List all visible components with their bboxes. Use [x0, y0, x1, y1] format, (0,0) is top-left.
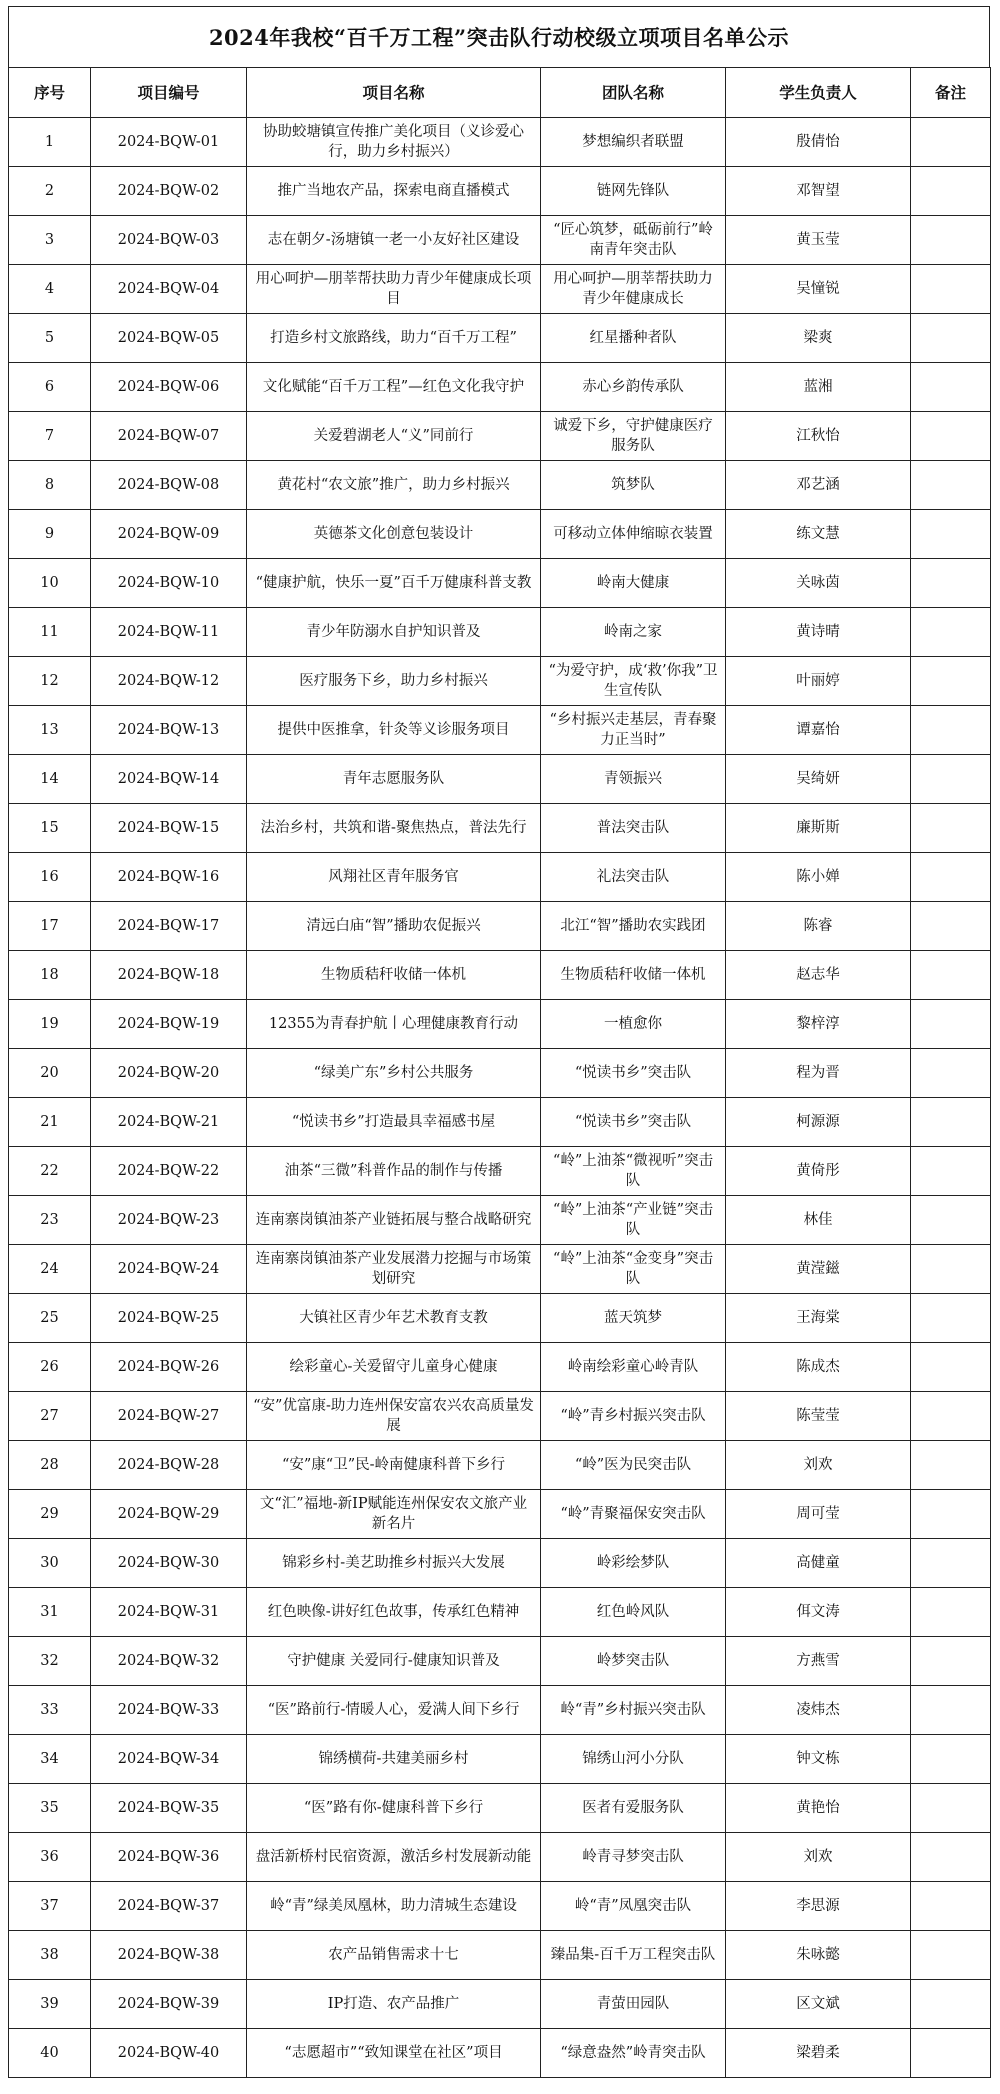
cell-remarks [911, 1245, 991, 1294]
cell-project-name: 连南寨岗镇油茶产业发展潜力挖掘与市场策划研究 [247, 1245, 541, 1294]
cell-remarks [911, 314, 991, 363]
cell-student-lead: 钟文栋 [726, 1735, 911, 1784]
cell-project-name: 文“汇”福地-新IP赋能连州保安农文旅产业新名片 [247, 1490, 541, 1539]
cell-student-lead: 陈小婵 [726, 853, 911, 902]
cell-project-code: 2024-BQW-32 [91, 1637, 247, 1686]
cell-student-lead: 黄倚彤 [726, 1147, 911, 1196]
cell-project-code: 2024-BQW-10 [91, 559, 247, 608]
cell-student-lead: 柯源源 [726, 1098, 911, 1147]
cell-project-name: 清远白庙“智”播助农促振兴 [247, 902, 541, 951]
cell-project-name: 协助蛟塘镇宣传推广美化项目（义诊爱心行，助力乡村振兴） [247, 118, 541, 167]
cell-student-lead: 廉斯斯 [726, 804, 911, 853]
project-table [8, 67, 991, 2078]
cell-student-lead: 吴绮妍 [726, 755, 911, 804]
header-project-code: 项目编号 [91, 68, 247, 118]
table-row [9, 1392, 991, 1441]
cell-project-code: 2024-BQW-38 [91, 1931, 247, 1980]
cell-remarks [911, 1147, 991, 1196]
cell-project-name: 绘彩童心-关爱留守儿童身心健康 [247, 1343, 541, 1392]
cell-student-lead: 黄玉莹 [726, 216, 911, 265]
cell-index: 33 [9, 1686, 91, 1735]
cell-student-lead: 殷倩怡 [726, 118, 911, 167]
cell-student-lead: 周可莹 [726, 1490, 911, 1539]
cell-team-name: 北江“智”播助农实践团 [541, 902, 726, 951]
cell-student-lead: 黎梓淳 [726, 1000, 911, 1049]
cell-team-name: 普法突击队 [541, 804, 726, 853]
header-team-name: 团队名称 [541, 68, 726, 118]
cell-student-lead: 关咏茵 [726, 559, 911, 608]
table-row [9, 1490, 991, 1539]
cell-index: 23 [9, 1196, 91, 1245]
cell-student-lead: 黄诗晴 [726, 608, 911, 657]
cell-project-code: 2024-BQW-35 [91, 1784, 247, 1833]
cell-remarks [911, 216, 991, 265]
cell-project-code: 2024-BQW-02 [91, 167, 247, 216]
cell-remarks [911, 118, 991, 167]
cell-project-name: 锦彩乡村-美艺助推乡村振兴大发展 [247, 1539, 541, 1588]
cell-project-code: 2024-BQW-09 [91, 510, 247, 559]
cell-student-lead: 高健童 [726, 1539, 911, 1588]
cell-index: 14 [9, 755, 91, 804]
cell-student-lead: 佴文涛 [726, 1588, 911, 1637]
table-row [9, 559, 991, 608]
cell-project-code: 2024-BQW-17 [91, 902, 247, 951]
cell-project-name: 提供中医推拿，针灸等义诊服务项目 [247, 706, 541, 755]
cell-team-name: 用心呵护—朋莘帮扶助力青少年健康成长 [541, 265, 726, 314]
cell-team-name: “岭”上油茶“金变身”突击队 [541, 1245, 726, 1294]
cell-student-lead: 黄滢鎡 [726, 1245, 911, 1294]
cell-team-name: 诚爱下乡，守护健康医疗服务队 [541, 412, 726, 461]
cell-project-code: 2024-BQW-28 [91, 1441, 247, 1490]
cell-project-name: “医”路前行-情暖人心，爱满人间下乡行 [247, 1686, 541, 1735]
cell-project-name: “志愿超市”“致知课堂在社区”项目 [247, 2029, 541, 2078]
header-project-name: 项目名称 [247, 68, 541, 118]
cell-remarks [911, 1735, 991, 1784]
cell-team-name: 梦想编织者联盟 [541, 118, 726, 167]
cell-index: 5 [9, 314, 91, 363]
cell-remarks [911, 1833, 991, 1882]
table-row [9, 363, 991, 412]
cell-remarks [911, 412, 991, 461]
cell-project-code: 2024-BQW-12 [91, 657, 247, 706]
cell-remarks [911, 1637, 991, 1686]
cell-team-name: 岭南绘彩童心岭青队 [541, 1343, 726, 1392]
cell-student-lead: 李思源 [726, 1882, 911, 1931]
cell-project-name: 连南寨岗镇油茶产业链拓展与整合战略研究 [247, 1196, 541, 1245]
cell-project-name: 盘活新桥村民宿资源，激活乡村发展新动能 [247, 1833, 541, 1882]
cell-remarks [911, 951, 991, 1000]
cell-index: 20 [9, 1049, 91, 1098]
cell-index: 1 [9, 118, 91, 167]
cell-project-code: 2024-BQW-39 [91, 1980, 247, 2029]
cell-student-lead: 叶丽婷 [726, 657, 911, 706]
cell-project-code: 2024-BQW-16 [91, 853, 247, 902]
cell-index: 24 [9, 1245, 91, 1294]
cell-student-lead: 程为晋 [726, 1049, 911, 1098]
cell-index: 11 [9, 608, 91, 657]
cell-team-name: 红星播种者队 [541, 314, 726, 363]
table-row [9, 1245, 991, 1294]
cell-student-lead: 江秋怡 [726, 412, 911, 461]
cell-student-lead: 刘欢 [726, 1441, 911, 1490]
cell-remarks [911, 461, 991, 510]
cell-remarks [911, 1049, 991, 1098]
cell-team-name: “匠心筑梦，砥砺前行”岭南青年突击队 [541, 216, 726, 265]
cell-index: 36 [9, 1833, 91, 1882]
cell-team-name: 岭南之家 [541, 608, 726, 657]
cell-project-name: 黄花村“农文旅”推广，助力乡村振兴 [247, 461, 541, 510]
cell-index: 6 [9, 363, 91, 412]
cell-team-name: 岭青寻梦突击队 [541, 1833, 726, 1882]
cell-project-name: 用心呵护—朋莘帮扶助力青少年健康成长项目 [247, 265, 541, 314]
cell-remarks [911, 1392, 991, 1441]
table-row [9, 1049, 991, 1098]
cell-project-code: 2024-BQW-24 [91, 1245, 247, 1294]
table-row [9, 412, 991, 461]
document-title: 2024年我校“百千万工程”突击队行动校级立项项目名单公示 [8, 6, 990, 67]
cell-remarks [911, 167, 991, 216]
cell-remarks [911, 1441, 991, 1490]
cell-index: 37 [9, 1882, 91, 1931]
cell-project-name: “医”路有你-健康科普下乡行 [247, 1784, 541, 1833]
cell-index: 2 [9, 167, 91, 216]
cell-index: 31 [9, 1588, 91, 1637]
header-student-lead: 学生负责人 [726, 68, 911, 118]
table-row [9, 1686, 991, 1735]
table-row [9, 706, 991, 755]
cell-project-name: 志在朝夕-汤塘镇一老一小友好社区建设 [247, 216, 541, 265]
cell-remarks [911, 755, 991, 804]
cell-index: 18 [9, 951, 91, 1000]
cell-student-lead: 方燕雪 [726, 1637, 911, 1686]
table-row [9, 118, 991, 167]
cell-project-name: 农产品销售需求十七 [247, 1931, 541, 1980]
table-row [9, 1980, 991, 2029]
cell-project-name: 文化赋能“百千万工程”—红色文化我守护 [247, 363, 541, 412]
cell-remarks [911, 1000, 991, 1049]
table-row [9, 1931, 991, 1980]
cell-team-name: 臻品集-百千万工程突击队 [541, 1931, 726, 1980]
cell-team-name: 礼法突击队 [541, 853, 726, 902]
cell-team-name: 青萤田园队 [541, 1980, 726, 2029]
cell-team-name: 岭“青”乡村振兴突击队 [541, 1686, 726, 1735]
cell-remarks [911, 804, 991, 853]
cell-remarks [911, 1098, 991, 1147]
cell-index: 27 [9, 1392, 91, 1441]
cell-team-name: 一植愈你 [541, 1000, 726, 1049]
cell-remarks [911, 1980, 991, 2029]
table-row [9, 951, 991, 1000]
table-row [9, 1343, 991, 1392]
cell-project-name: 打造乡村文旅路线，助力“百千万工程” [247, 314, 541, 363]
cell-index: 39 [9, 1980, 91, 2029]
cell-team-name: “岭”青乡村振兴突击队 [541, 1392, 726, 1441]
cell-student-lead: 吴憧锐 [726, 265, 911, 314]
cell-project-name: “悦读书乡”打造最具幸福感书屋 [247, 1098, 541, 1147]
cell-project-code: 2024-BQW-37 [91, 1882, 247, 1931]
table-row [9, 216, 991, 265]
table-row [9, 1441, 991, 1490]
cell-index: 35 [9, 1784, 91, 1833]
table-row [9, 1588, 991, 1637]
cell-index: 30 [9, 1539, 91, 1588]
cell-team-name: “岭”上油茶“产业链”突击队 [541, 1196, 726, 1245]
cell-student-lead: 陈成杰 [726, 1343, 911, 1392]
cell-remarks [911, 853, 991, 902]
cell-team-name: 赤心乡韵传承队 [541, 363, 726, 412]
cell-project-code: 2024-BQW-25 [91, 1294, 247, 1343]
cell-student-lead: 赵志华 [726, 951, 911, 1000]
cell-index: 8 [9, 461, 91, 510]
cell-team-name: 红色岭风队 [541, 1588, 726, 1637]
table-row [9, 1735, 991, 1784]
cell-project-code: 2024-BQW-40 [91, 2029, 247, 2078]
cell-index: 17 [9, 902, 91, 951]
cell-project-code: 2024-BQW-27 [91, 1392, 247, 1441]
cell-team-name: 岭彩绘梦队 [541, 1539, 726, 1588]
table-row [9, 1147, 991, 1196]
cell-remarks [911, 1294, 991, 1343]
cell-student-lead: 王海棠 [726, 1294, 911, 1343]
cell-team-name: 锦绣山河小分队 [541, 1735, 726, 1784]
header-index: 序号 [9, 68, 91, 118]
table-row [9, 1098, 991, 1147]
cell-project-name: 青年志愿服务队 [247, 755, 541, 804]
cell-student-lead: 陈莹莹 [726, 1392, 911, 1441]
cell-project-name: IP打造、农产品推广 [247, 1980, 541, 2029]
cell-index: 38 [9, 1931, 91, 1980]
cell-project-name: “安”康“卫”民-岭南健康科普下乡行 [247, 1441, 541, 1490]
cell-remarks [911, 510, 991, 559]
cell-student-lead: 刘欢 [726, 1833, 911, 1882]
cell-project-name: 青少年防溺水自护知识普及 [247, 608, 541, 657]
cell-student-lead: 蓝湘 [726, 363, 911, 412]
cell-team-name: 筑梦队 [541, 461, 726, 510]
table-row [9, 510, 991, 559]
header-row [9, 68, 991, 118]
table-row [9, 1000, 991, 1049]
cell-remarks [911, 1931, 991, 1980]
cell-index: 15 [9, 804, 91, 853]
cell-remarks [911, 265, 991, 314]
cell-student-lead: 谭嘉怡 [726, 706, 911, 755]
cell-remarks [911, 657, 991, 706]
cell-team-name: “岭”医为民突击队 [541, 1441, 726, 1490]
cell-index: 13 [9, 706, 91, 755]
table-row [9, 755, 991, 804]
cell-project-name: 锦绣横荷-共建美丽乡村 [247, 1735, 541, 1784]
cell-project-code: 2024-BQW-03 [91, 216, 247, 265]
cell-team-name: “岭”上油茶“微视听”突击队 [541, 1147, 726, 1196]
cell-index: 10 [9, 559, 91, 608]
cell-remarks [911, 1343, 991, 1392]
cell-project-code: 2024-BQW-15 [91, 804, 247, 853]
cell-project-name: 大镇社区青少年艺术教育支教 [247, 1294, 541, 1343]
cell-project-name: 推广当地农产品，探索电商直播模式 [247, 167, 541, 216]
cell-index: 16 [9, 853, 91, 902]
cell-student-lead: 练文慧 [726, 510, 911, 559]
cell-student-lead: 邓智望 [726, 167, 911, 216]
cell-remarks [911, 1686, 991, 1735]
cell-project-code: 2024-BQW-05 [91, 314, 247, 363]
table-row [9, 1833, 991, 1882]
cell-index: 25 [9, 1294, 91, 1343]
cell-team-name: “悦读书乡”突击队 [541, 1049, 726, 1098]
cell-team-name: 医者有爱服务队 [541, 1784, 726, 1833]
cell-remarks [911, 363, 991, 412]
cell-index: 19 [9, 1000, 91, 1049]
cell-index: 29 [9, 1490, 91, 1539]
cell-student-lead: 陈睿 [726, 902, 911, 951]
cell-team-name: 生物质秸秆收储一体机 [541, 951, 726, 1000]
cell-project-code: 2024-BQW-08 [91, 461, 247, 510]
cell-project-code: 2024-BQW-30 [91, 1539, 247, 1588]
header-remarks: 备注 [911, 68, 991, 118]
cell-project-code: 2024-BQW-14 [91, 755, 247, 804]
cell-project-code: 2024-BQW-33 [91, 1686, 247, 1735]
cell-project-code: 2024-BQW-22 [91, 1147, 247, 1196]
cell-project-code: 2024-BQW-20 [91, 1049, 247, 1098]
cell-remarks [911, 1882, 991, 1931]
cell-remarks [911, 1539, 991, 1588]
cell-project-name: 风翔社区青年服务官 [247, 853, 541, 902]
cell-project-name: “安”优富康-助力连州保安富农兴农高质量发展 [247, 1392, 541, 1441]
cell-project-code: 2024-BQW-04 [91, 265, 247, 314]
cell-project-code: 2024-BQW-31 [91, 1588, 247, 1637]
cell-index: 9 [9, 510, 91, 559]
cell-index: 22 [9, 1147, 91, 1196]
cell-remarks [911, 706, 991, 755]
cell-project-code: 2024-BQW-06 [91, 363, 247, 412]
cell-team-name: “绿意盎然”岭青突击队 [541, 2029, 726, 2078]
table-row [9, 1637, 991, 1686]
table-row [9, 1196, 991, 1245]
cell-project-name: 红色映像-讲好红色故事，传承红色精神 [247, 1588, 541, 1637]
cell-project-name: 法治乡村，共筑和谐-聚焦热点，普法先行 [247, 804, 541, 853]
cell-team-name: 蓝天筑梦 [541, 1294, 726, 1343]
cell-project-code: 2024-BQW-29 [91, 1490, 247, 1539]
cell-remarks [911, 1196, 991, 1245]
cell-team-name: 链网先锋队 [541, 167, 726, 216]
cell-project-name: 守护健康 关爱同行-健康知识普及 [247, 1637, 541, 1686]
cell-student-lead: 朱咏懿 [726, 1931, 911, 1980]
table-row [9, 2029, 991, 2078]
cell-team-name: 岭南大健康 [541, 559, 726, 608]
cell-team-name: “为爱守护，成‘救’你我”卫生宣传队 [541, 657, 726, 706]
cell-remarks [911, 559, 991, 608]
table-row [9, 314, 991, 363]
cell-student-lead: 黄艳怡 [726, 1784, 911, 1833]
cell-remarks [911, 1588, 991, 1637]
cell-project-code: 2024-BQW-34 [91, 1735, 247, 1784]
table-row [9, 265, 991, 314]
cell-student-lead: 区文斌 [726, 1980, 911, 2029]
cell-remarks [911, 1784, 991, 1833]
cell-project-code: 2024-BQW-26 [91, 1343, 247, 1392]
table-row [9, 167, 991, 216]
cell-index: 3 [9, 216, 91, 265]
cell-project-name: 关爱碧湖老人“义”同前行 [247, 412, 541, 461]
cell-student-lead: 邓艺涵 [726, 461, 911, 510]
table-row [9, 1294, 991, 1343]
cell-project-name: 油茶“三微”科普作品的制作与传播 [247, 1147, 541, 1196]
cell-project-name: 12355为青春护航丨心理健康教育行动 [247, 1000, 541, 1049]
cell-project-name: “绿美广东”乡村公共服务 [247, 1049, 541, 1098]
cell-index: 26 [9, 1343, 91, 1392]
cell-project-name: 生物质秸秆收储一体机 [247, 951, 541, 1000]
table-row [9, 1882, 991, 1931]
cell-index: 34 [9, 1735, 91, 1784]
cell-team-name: “乡村振兴走基层，青春聚力正当时” [541, 706, 726, 755]
cell-project-code: 2024-BQW-18 [91, 951, 247, 1000]
cell-remarks [911, 608, 991, 657]
cell-index: 7 [9, 412, 91, 461]
cell-student-lead: 梁爽 [726, 314, 911, 363]
cell-project-code: 2024-BQW-11 [91, 608, 247, 657]
table-body [9, 118, 991, 2078]
cell-remarks [911, 902, 991, 951]
cell-student-lead: 凌炜杰 [726, 1686, 911, 1735]
cell-project-code: 2024-BQW-21 [91, 1098, 247, 1147]
table-row [9, 902, 991, 951]
cell-project-code: 2024-BQW-23 [91, 1196, 247, 1245]
document [8, 6, 990, 2078]
cell-project-name: 英德茶文化创意包装设计 [247, 510, 541, 559]
cell-project-code: 2024-BQW-07 [91, 412, 247, 461]
cell-team-name: 青领振兴 [541, 755, 726, 804]
table-row [9, 804, 991, 853]
cell-team-name: 岭梦突击队 [541, 1637, 726, 1686]
cell-remarks [911, 2029, 991, 2078]
cell-project-code: 2024-BQW-19 [91, 1000, 247, 1049]
cell-team-name: “岭”青聚福保安突击队 [541, 1490, 726, 1539]
cell-student-lead: 梁碧柔 [726, 2029, 911, 2078]
cell-index: 4 [9, 265, 91, 314]
cell-project-code: 2024-BQW-36 [91, 1833, 247, 1882]
cell-index: 28 [9, 1441, 91, 1490]
cell-index: 12 [9, 657, 91, 706]
table-row [9, 853, 991, 902]
table-row [9, 608, 991, 657]
table-row [9, 461, 991, 510]
cell-team-name: 岭“青”凤凰突击队 [541, 1882, 726, 1931]
cell-student-lead: 林佳 [726, 1196, 911, 1245]
cell-project-code: 2024-BQW-01 [91, 118, 247, 167]
table-row [9, 657, 991, 706]
cell-project-name: “健康护航，快乐一夏”百千万健康科普支教 [247, 559, 541, 608]
cell-project-name: 医疗服务下乡，助力乡村振兴 [247, 657, 541, 706]
table-row [9, 1784, 991, 1833]
cell-index: 32 [9, 1637, 91, 1686]
cell-project-name: 岭“青”绿美凤凰林，助力清城生态建设 [247, 1882, 541, 1931]
cell-team-name: “悦读书乡”突击队 [541, 1098, 726, 1147]
cell-team-name: 可移动立体伸缩晾衣装置 [541, 510, 726, 559]
cell-index: 40 [9, 2029, 91, 2078]
cell-remarks [911, 1490, 991, 1539]
cell-index: 21 [9, 1098, 91, 1147]
cell-project-code: 2024-BQW-13 [91, 706, 247, 755]
table-row [9, 1539, 991, 1588]
